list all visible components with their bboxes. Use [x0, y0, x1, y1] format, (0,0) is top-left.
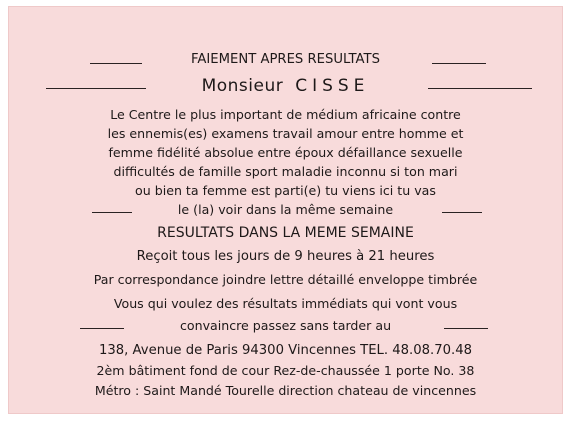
mail-instructions: Par correspondance joindre lettre détaillé enveloppe timbrée: [93, 272, 478, 287]
divider-right: [442, 212, 482, 213]
body-line: Le Centre le plus important de médium africaine contre: [110, 107, 461, 122]
address-line-2: 2èm bâtiment fond de cour Rez-de-chaussée 1 porte No. 38: [96, 363, 475, 378]
opening-hours: Reçoit tous les jours de 9 heures à 21 heures: [136, 249, 435, 264]
body-line: ou bien ta femme est parti(e) tu viens ici tu vas: [135, 183, 436, 198]
body-line: les ennemis(es) examens travail amour entre homme et: [107, 126, 464, 141]
title-rule-right: [428, 88, 532, 89]
results-line: Vous qui voulez des résultats immédiats qui vont vous: [113, 296, 458, 311]
results-heading: RESULTATS DANS LA MEME SEMAINE: [157, 225, 414, 241]
metro-directions: Métro : Saint Mandé Tourelle direction chateau de vincennes: [94, 383, 477, 398]
body-line: difficultés de famille sport maladie inconnu si ton mari: [113, 164, 458, 179]
body-line: femme fidélité absolue entre époux défaillance sexuelle: [108, 145, 463, 160]
card-header: FAIEMENT APRES RESULTATS: [191, 52, 380, 67]
title-prefix: Monsieur: [201, 76, 284, 96]
address-line: 138, Avenue de Paris 94300 Vincennes TEL. 48.08.70.48: [99, 343, 472, 358]
title-name: CISSE: [295, 76, 370, 96]
visit-rule-right: [444, 328, 488, 329]
body-line-final: le (la) voir dans la même semaine: [177, 202, 394, 217]
business-card: [8, 6, 563, 414]
header-rule-right: [432, 63, 486, 64]
visit-line: convaincre passez sans tarder au: [179, 318, 392, 333]
card-title: [8, 76, 563, 96]
